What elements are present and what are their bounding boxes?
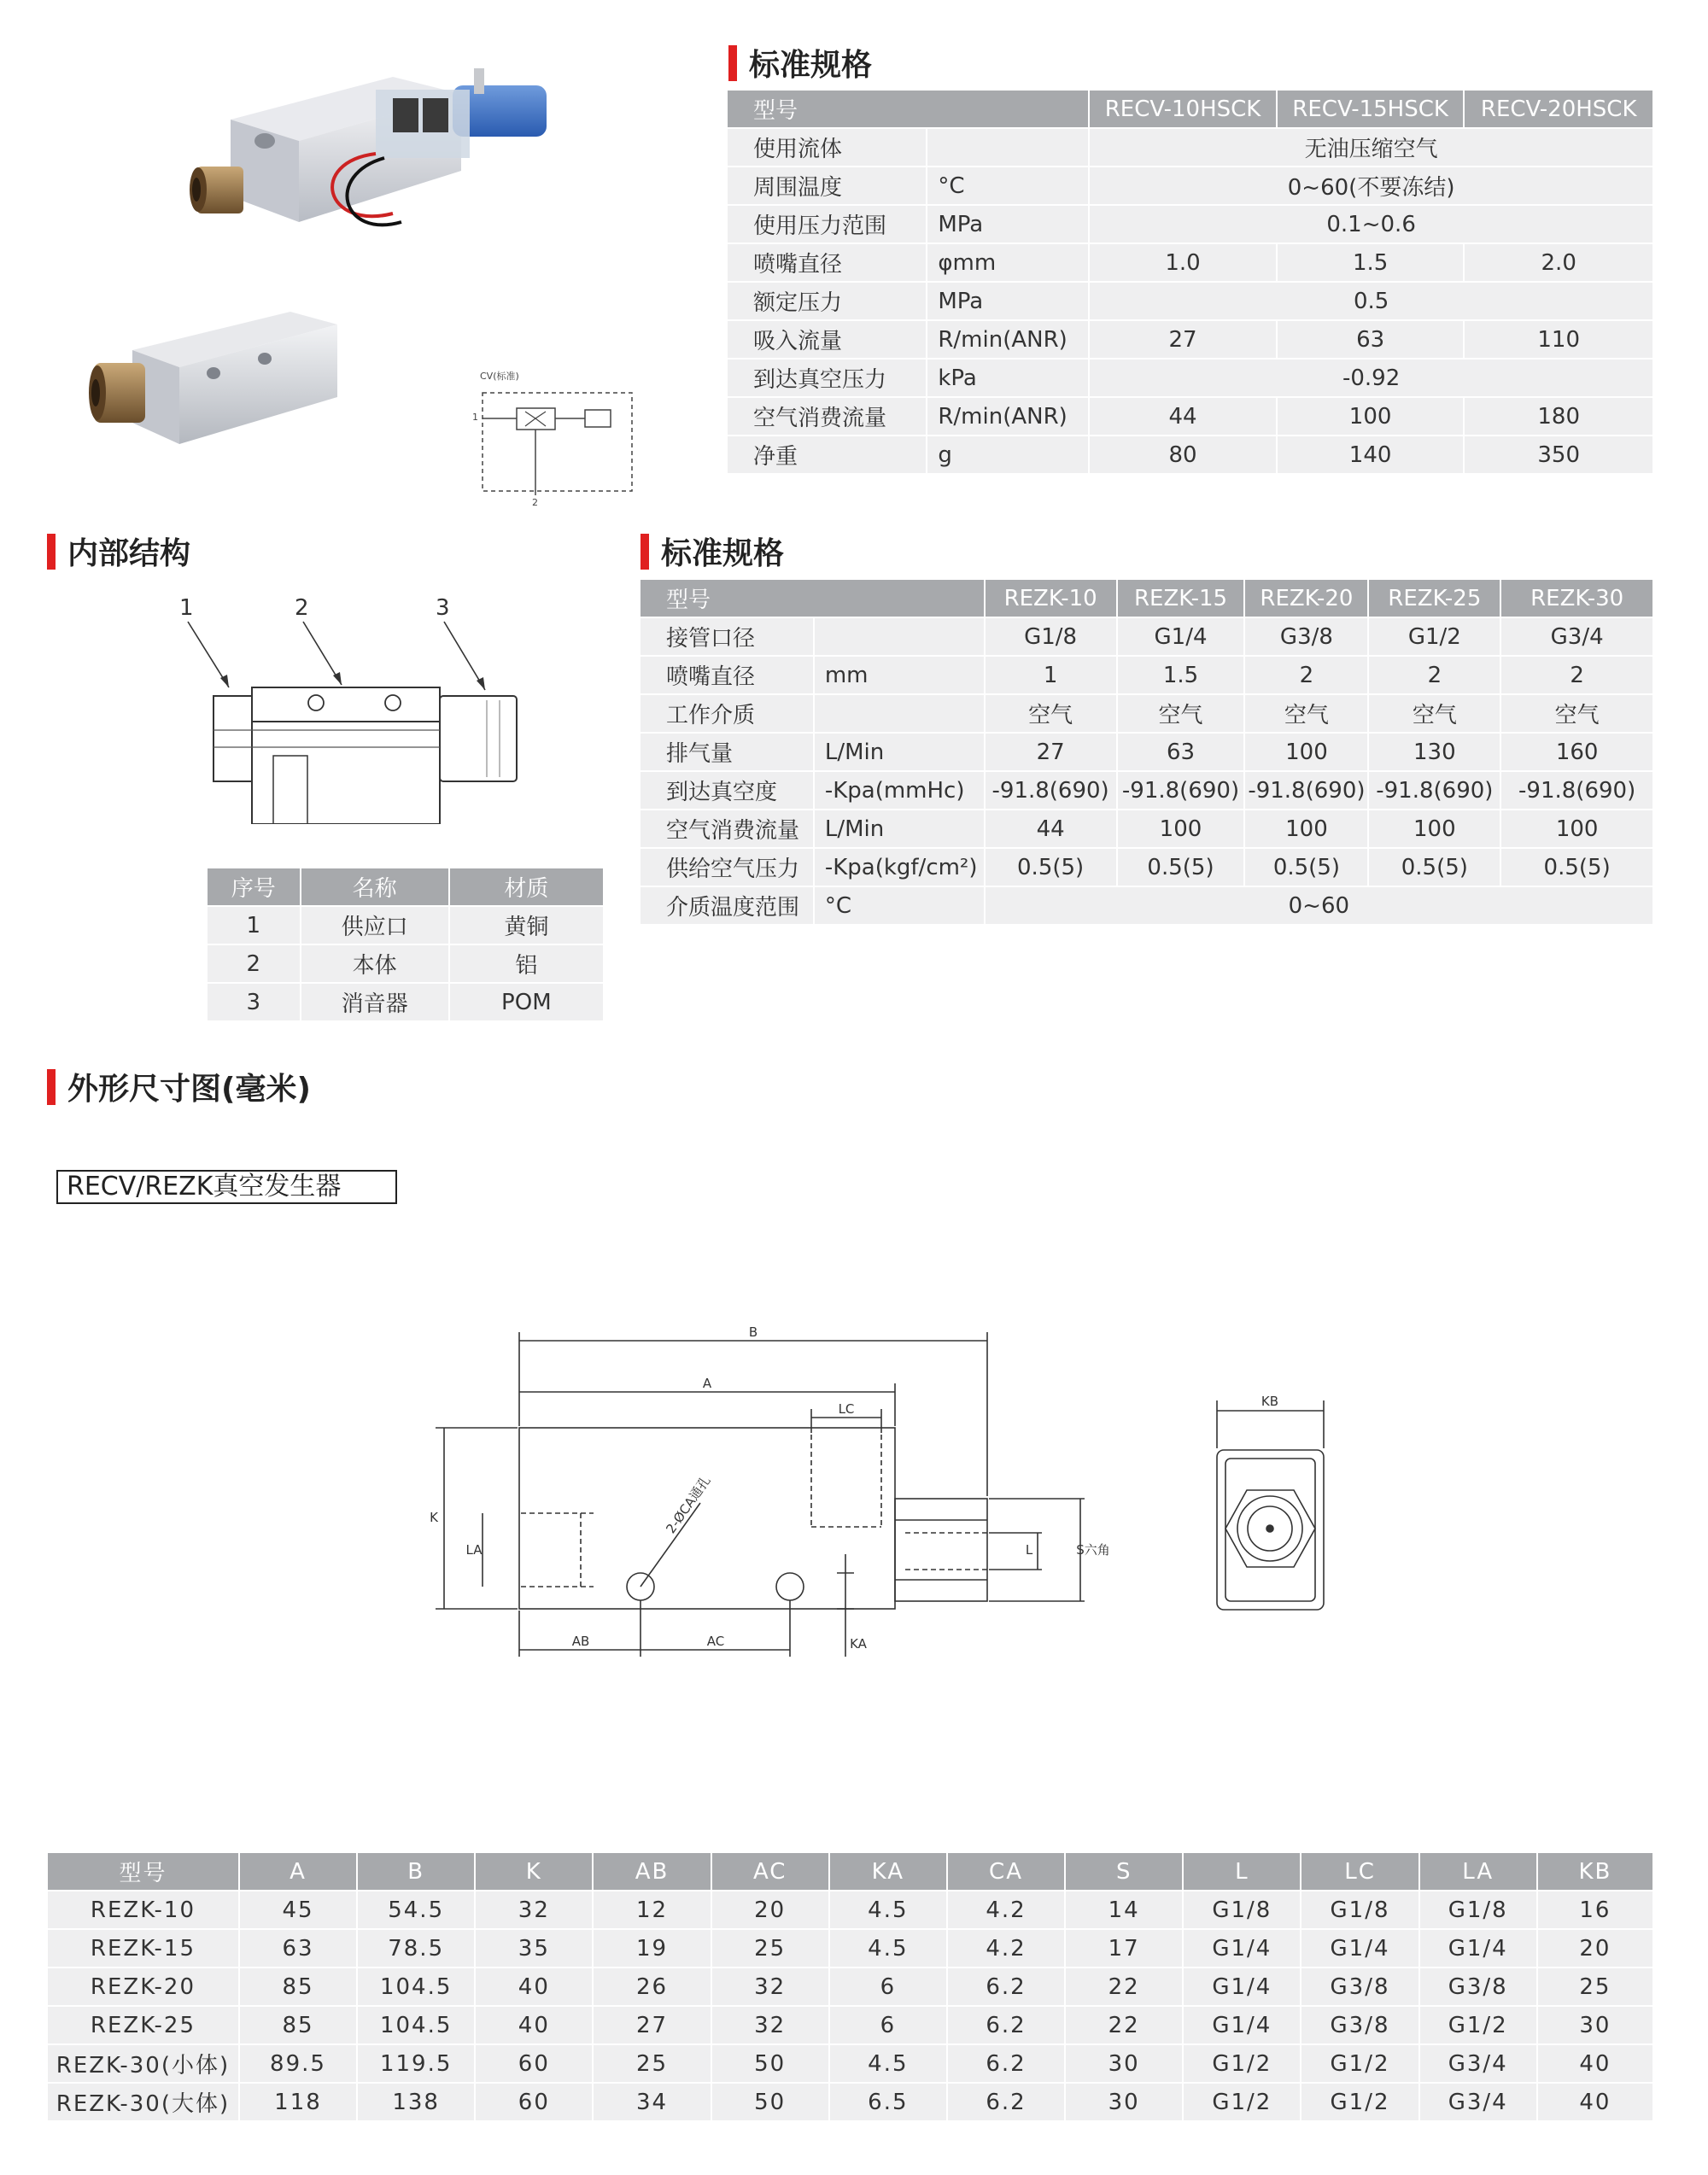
table-row <box>727 243 1653 282</box>
section3-title <box>640 529 784 573</box>
table-cell: -91.8(690) <box>1244 771 1368 810</box>
table-header-row <box>207 868 604 906</box>
header-cell: 材质 <box>449 868 604 906</box>
section4-title <box>47 1065 311 1108</box>
table-cell: 4.5 <box>829 1929 947 1967</box>
table-cell: 4.2 <box>947 1891 1065 1929</box>
table-cell: 0.5(5) <box>1368 848 1500 886</box>
table-cell: 供应口 <box>301 906 449 944</box>
table-cell: 6.2 <box>947 2006 1065 2044</box>
table-cell: 4.5 <box>829 1891 947 1929</box>
row-label: 空气消费流量 <box>727 397 927 436</box>
title-accent-bar <box>47 1069 56 1105</box>
header-cell: 型号 <box>727 90 1089 128</box>
table-cell: 空气 <box>1117 694 1245 733</box>
table-cell: 27 <box>593 2006 711 2044</box>
svg-text:1: 1 <box>472 412 478 423</box>
dim-label-la: LA <box>465 1542 483 1558</box>
table-cell: 2 <box>1368 656 1500 694</box>
header-cell: 序号 <box>207 868 301 906</box>
table-cell: 黄铜 <box>449 906 604 944</box>
header-cell: CA <box>947 1852 1065 1891</box>
table-row <box>640 886 1653 925</box>
table-row <box>47 2083 1653 2121</box>
row-unit: MPa <box>927 205 1089 243</box>
table-cell: G3/8 <box>1419 1967 1537 2006</box>
table-cell: 30 <box>1065 2044 1183 2083</box>
section2-title <box>47 529 190 573</box>
table-cell: 119.5 <box>357 2044 475 2083</box>
table-cell: 85 <box>239 1967 357 2006</box>
row-unit: L/Min <box>814 810 985 848</box>
table-cell: 104.5 <box>357 1967 475 2006</box>
table-cell: G1/4 <box>1301 1929 1418 1967</box>
internal-structure-diagram <box>162 589 606 824</box>
table-cell: G1/2 <box>1301 2044 1418 2083</box>
table-cell: 2 <box>1244 656 1368 694</box>
table-cell: 2 <box>1500 656 1653 694</box>
row-unit <box>927 128 1089 167</box>
table-row <box>727 167 1653 205</box>
table-cell: 30 <box>1537 2006 1653 2044</box>
row-unit: kPa <box>927 359 1089 397</box>
header-cell: REZK-10 <box>985 579 1117 617</box>
product-photo-rezk <box>85 303 342 474</box>
table-cell: 85 <box>239 2006 357 2044</box>
row-label: 喷嘴直径 <box>727 243 927 282</box>
table-row <box>207 983 604 1021</box>
table-cell: 27 <box>1089 320 1277 359</box>
table-row <box>207 906 604 944</box>
table-cell: 0~60 <box>985 886 1653 925</box>
table-cell: 6.2 <box>947 2083 1065 2121</box>
pneumatic-symbol <box>470 367 649 508</box>
table-cell: 22 <box>1065 2006 1183 2044</box>
table-cell: 0.5 <box>1089 282 1653 320</box>
table-header-row <box>47 1852 1653 1891</box>
table-row <box>727 205 1653 243</box>
table-row <box>640 733 1653 771</box>
table-row <box>727 282 1653 320</box>
table-cell: G1/8 <box>1183 1891 1301 1929</box>
header-cell: 型号 <box>640 579 985 617</box>
row-label: 额定压力 <box>727 282 927 320</box>
header-cell: A <box>239 1852 357 1891</box>
table-cell: 0.5(5) <box>1117 848 1245 886</box>
header-cell: REZK-15 <box>1117 579 1245 617</box>
table-cell: 350 <box>1464 436 1653 474</box>
dim-label-s: S六角 <box>1076 1542 1110 1558</box>
section3-title-text: 标准规格 <box>661 536 785 571</box>
table-row <box>727 436 1653 474</box>
table-cell: 63 <box>1117 733 1245 771</box>
table-cell: 6.2 <box>947 2044 1065 2083</box>
row-label: 周围温度 <box>727 167 927 205</box>
table-cell: G3/4 <box>1419 2083 1537 2121</box>
table-cell: 6 <box>829 2006 947 2044</box>
row-unit: -Kpa(kgf/cm²) <box>814 848 985 886</box>
table-cell: 118 <box>239 2083 357 2121</box>
table-cell: 空气 <box>1368 694 1500 733</box>
table-cell: REZK-15 <box>47 1929 239 1967</box>
table-cell: 2.0 <box>1464 243 1653 282</box>
header-cell: L <box>1183 1852 1301 1891</box>
table-cell: G1/2 <box>1183 2044 1301 2083</box>
row-unit: -Kpa(mmHc) <box>814 771 985 810</box>
table-cell: 14 <box>1065 1891 1183 1929</box>
table-cell: 60 <box>475 2044 593 2083</box>
title-accent-bar <box>728 45 737 81</box>
section1-title-text: 标准规格 <box>749 48 873 83</box>
table-cell: G1/4 <box>1183 2006 1301 2044</box>
table-header-row <box>727 90 1653 128</box>
header-cell: B <box>357 1852 475 1891</box>
row-unit: °C <box>927 167 1089 205</box>
table-cell: -91.8(690) <box>1368 771 1500 810</box>
table-cell: 0.5(5) <box>1500 848 1653 886</box>
table-cell: 140 <box>1277 436 1465 474</box>
header-cell: LC <box>1301 1852 1418 1891</box>
row-unit: g <box>927 436 1089 474</box>
table-cell: 空气 <box>1500 694 1653 733</box>
table-header-row <box>640 579 1653 617</box>
table-cell: 铝 <box>449 944 604 983</box>
table-cell: 60 <box>475 2083 593 2121</box>
table-cell: 0~60(不要冻结) <box>1089 167 1653 205</box>
table-cell: 63 <box>239 1929 357 1967</box>
callout-3: 3 <box>436 595 450 621</box>
table-row <box>47 1891 1653 1929</box>
header-cell: LA <box>1419 1852 1537 1891</box>
table-cell: 本体 <box>301 944 449 983</box>
table-row <box>640 771 1653 810</box>
row-unit: R/min(ANR) <box>927 397 1089 436</box>
header-cell: AB <box>593 1852 711 1891</box>
table-cell: 12 <box>593 1891 711 1929</box>
table-cell: 32 <box>711 1967 829 2006</box>
table-cell: 40 <box>1537 2044 1653 2083</box>
table-cell: 30 <box>1065 2083 1183 2121</box>
dim-label-ka: KA <box>850 1636 867 1652</box>
row-unit: °C <box>814 886 985 925</box>
recv-spec-table <box>726 89 1654 475</box>
table-row <box>640 656 1653 694</box>
product-name-box: RECV/REZK真空发生器 <box>56 1170 397 1204</box>
dim-label-kb: KB <box>1261 1394 1279 1409</box>
table-cell: 0.5(5) <box>985 848 1117 886</box>
row-unit: mm <box>814 656 985 694</box>
table-cell: G3/4 <box>1500 617 1653 656</box>
dim-label-ab: AB <box>571 1634 590 1649</box>
table-cell: G1/2 <box>1419 2006 1537 2044</box>
table-row <box>207 944 604 983</box>
rezk-spec-table <box>639 578 1654 926</box>
title-accent-bar <box>640 534 649 570</box>
table-cell: 34 <box>593 2083 711 2121</box>
dim-label-lc: LC <box>838 1401 855 1417</box>
table-cell: POM <box>449 983 604 1021</box>
table-cell: 6.2 <box>947 1967 1065 2006</box>
header-cell: KA <box>829 1852 947 1891</box>
table-cell: 104.5 <box>357 2006 475 2044</box>
table-row <box>727 359 1653 397</box>
table-cell: G3/4 <box>1419 2044 1537 2083</box>
table-cell: 0.5(5) <box>1244 848 1368 886</box>
table-row <box>640 810 1653 848</box>
header-cell: REZK-30 <box>1500 579 1653 617</box>
dimension-table <box>46 1851 1654 2122</box>
section4-title-text: 外形尺寸图(毫米) <box>67 1072 311 1107</box>
row-label: 接管口径 <box>640 617 814 656</box>
dim-label-a: A <box>702 1376 712 1391</box>
table-cell: 20 <box>711 1891 829 1929</box>
section2-title-text: 内部结构 <box>67 536 191 571</box>
table-cell: 26 <box>593 1967 711 2006</box>
table-cell: 100 <box>1277 397 1465 436</box>
table-cell: 35 <box>475 1929 593 1967</box>
row-label: 使用流体 <box>727 128 927 167</box>
table-cell: G3/8 <box>1301 2006 1418 2044</box>
table-cell: REZK-10 <box>47 1891 239 1929</box>
table-cell: 25 <box>711 1929 829 1967</box>
table-row <box>640 617 1653 656</box>
row-label: 空气消费流量 <box>640 810 814 848</box>
table-cell: 4.2 <box>947 1929 1065 1967</box>
table-cell: 78.5 <box>357 1929 475 1967</box>
table-cell: 3 <box>207 983 301 1021</box>
dim-label-ac: AC <box>706 1634 725 1649</box>
row-label: 供给空气压力 <box>640 848 814 886</box>
table-cell: 消音器 <box>301 983 449 1021</box>
table-cell: 2 <box>207 944 301 983</box>
dimension-drawing <box>410 1298 1383 1682</box>
table-cell: -0.92 <box>1089 359 1653 397</box>
table-cell: 110 <box>1464 320 1653 359</box>
header-cell: AC <box>711 1852 829 1891</box>
table-cell: 1 <box>207 906 301 944</box>
title-accent-bar <box>47 534 56 570</box>
header-cell: RECV-10HSCK <box>1089 90 1277 128</box>
row-label: 介质温度范围 <box>640 886 814 925</box>
symbol-label: CV(标准) <box>480 371 519 382</box>
callout-2: 2 <box>295 595 309 621</box>
row-label: 喷嘴直径 <box>640 656 814 694</box>
table-row <box>47 1929 1653 1967</box>
product-photo-recv <box>179 60 572 282</box>
row-label: 使用压力范围 <box>727 205 927 243</box>
header-cell: REZK-25 <box>1368 579 1500 617</box>
table-row <box>640 848 1653 886</box>
table-cell: 空气 <box>1244 694 1368 733</box>
row-unit: L/Min <box>814 733 985 771</box>
table-cell: 6.5 <box>829 2083 947 2121</box>
table-cell: 54.5 <box>357 1891 475 1929</box>
table-cell: 1.5 <box>1117 656 1245 694</box>
table-cell: G1/4 <box>1419 1929 1537 1967</box>
table-cell: 22 <box>1065 1967 1183 2006</box>
table-cell: G1/8 <box>985 617 1117 656</box>
table-row <box>727 320 1653 359</box>
dim-label-b: B <box>748 1324 758 1340</box>
table-row <box>727 128 1653 167</box>
table-row <box>727 397 1653 436</box>
table-cell: 17 <box>1065 1929 1183 1967</box>
table-cell: 16 <box>1537 1891 1653 1929</box>
header-cell: 型号 <box>47 1852 239 1891</box>
table-cell: 25 <box>593 2044 711 2083</box>
table-cell: 44 <box>985 810 1117 848</box>
parts-table <box>206 867 605 1022</box>
table-cell: 50 <box>711 2083 829 2121</box>
table-cell: 4.5 <box>829 2044 947 2083</box>
table-cell: 50 <box>711 2044 829 2083</box>
table-cell: 44 <box>1089 397 1277 436</box>
table-cell: 20 <box>1537 1929 1653 1967</box>
table-row <box>47 2006 1653 2044</box>
row-label: 排气量 <box>640 733 814 771</box>
table-cell: 40 <box>1537 2083 1653 2121</box>
table-cell: 40 <box>475 1967 593 2006</box>
header-cell: RECV-15HSCK <box>1277 90 1465 128</box>
row-label: 工作介质 <box>640 694 814 733</box>
row-label: 净重 <box>727 436 927 474</box>
header-cell: REZK-20 <box>1244 579 1368 617</box>
table-cell: 100 <box>1244 810 1368 848</box>
row-label: 吸入流量 <box>727 320 927 359</box>
section1-title <box>728 41 872 85</box>
table-row <box>47 2044 1653 2083</box>
row-label: 到达真空压力 <box>727 359 927 397</box>
row-unit: φmm <box>927 243 1089 282</box>
header-cell: KB <box>1537 1852 1653 1891</box>
callout-1: 1 <box>179 595 194 621</box>
table-cell: 89.5 <box>239 2044 357 2083</box>
table-cell: 130 <box>1368 733 1500 771</box>
table-cell: 160 <box>1500 733 1653 771</box>
table-cell: 0.1~0.6 <box>1089 205 1653 243</box>
table-cell: 63 <box>1277 320 1465 359</box>
header-cell: 名称 <box>301 868 449 906</box>
table-cell: 无油压缩空气 <box>1089 128 1653 167</box>
table-cell: 100 <box>1244 733 1368 771</box>
table-cell: G1/8 <box>1301 1891 1418 1929</box>
table-cell: 1.0 <box>1089 243 1277 282</box>
table-cell: 6 <box>829 1967 947 2006</box>
table-cell: 25 <box>1537 1967 1653 2006</box>
table-cell: 180 <box>1464 397 1653 436</box>
table-cell: 空气 <box>985 694 1117 733</box>
table-cell: 1.5 <box>1277 243 1465 282</box>
table-cell: G1/2 <box>1368 617 1500 656</box>
table-cell: G1/2 <box>1301 2083 1418 2121</box>
table-cell: 1 <box>985 656 1117 694</box>
table-cell: REZK-25 <box>47 2006 239 2044</box>
table-cell: REZK-30(小体) <box>47 2044 239 2083</box>
table-cell: G3/8 <box>1301 1967 1418 2006</box>
dim-label-hole: 2-ØCA通孔 <box>663 1473 714 1537</box>
table-cell: G1/4 <box>1117 617 1245 656</box>
table-cell: G1/4 <box>1183 1929 1301 1967</box>
table-cell: 80 <box>1089 436 1277 474</box>
row-unit: R/min(ANR) <box>927 320 1089 359</box>
table-cell: 19 <box>593 1929 711 1967</box>
dim-label-k: K <box>430 1510 438 1525</box>
table-cell: 100 <box>1117 810 1245 848</box>
table-cell: -91.8(690) <box>1500 771 1653 810</box>
table-cell: G1/8 <box>1419 1891 1537 1929</box>
row-unit: MPa <box>927 282 1089 320</box>
table-row <box>640 694 1653 733</box>
table-cell: -91.8(690) <box>1117 771 1245 810</box>
table-cell: REZK-30(大体) <box>47 2083 239 2121</box>
table-cell: 27 <box>985 733 1117 771</box>
table-cell: 45 <box>239 1891 357 1929</box>
table-cell: -91.8(690) <box>985 771 1117 810</box>
svg-text:2: 2 <box>532 497 538 508</box>
header-cell: K <box>475 1852 593 1891</box>
header-cell: S <box>1065 1852 1183 1891</box>
table-cell: G1/4 <box>1183 1967 1301 2006</box>
table-cell: 32 <box>711 2006 829 2044</box>
table-cell: 32 <box>475 1891 593 1929</box>
table-cell: REZK-20 <box>47 1967 239 2006</box>
table-row <box>47 1967 1653 2006</box>
table-cell: 138 <box>357 2083 475 2121</box>
row-unit <box>814 617 985 656</box>
header-cell: RECV-20HSCK <box>1464 90 1653 128</box>
dim-label-l: L <box>1025 1542 1033 1558</box>
table-cell: G3/8 <box>1244 617 1368 656</box>
row-label: 到达真空度 <box>640 771 814 810</box>
table-cell: 100 <box>1368 810 1500 848</box>
table-cell: 100 <box>1500 810 1653 848</box>
table-cell: 40 <box>475 2006 593 2044</box>
table-cell: G1/2 <box>1183 2083 1301 2121</box>
row-unit <box>814 694 985 733</box>
